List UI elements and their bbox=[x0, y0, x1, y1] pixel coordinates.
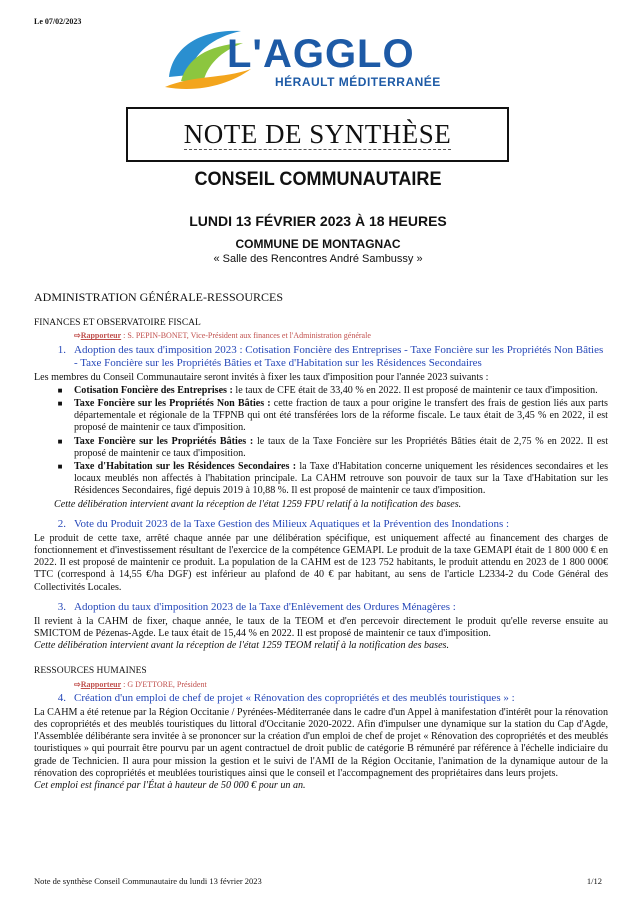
bullet-label: Taxe Foncière sur les Propriétés Non Bâties : bbox=[74, 398, 271, 410]
item-title: Adoption des taux d'imposition 2023 : Cotisation Foncière des Entreprises - Taxe Foncière sur les Propriétés Non Bâties - Taxe Foncière sur les Propriétés Bâties et Taxe d'Habitation sur les Résidences Secondaires bbox=[74, 343, 604, 369]
bullet-label: Taxe Foncière sur les Propriétés Bâties : bbox=[74, 435, 254, 447]
footer-text: Note de synthèse Conseil Communautaire du lundi 13 février 2023 bbox=[34, 876, 262, 886]
subsection-finances: FINANCES ET OBSERVATOIRE FISCAL bbox=[34, 318, 201, 329]
bullet-text: cette fraction de taux a pour origine le transfert des frais de gestion liés aux parts départementale et régionale de la TFPNB qui ont été transférées lors de la réforme fiscale. Le taux était de 3,45 % en 2022, il est proposé de maintenir ce taux d'imposition. bbox=[74, 398, 608, 434]
list-item bbox=[34, 461, 608, 498]
page-number: 1/12 bbox=[586, 876, 602, 886]
item-3-note: Cette délibération intervient avant la réception de l'état 1259 TEOM relatif à la notification des bases. bbox=[34, 640, 450, 652]
subsection-rh: RESSOURCES HUMAINES bbox=[34, 666, 147, 677]
rapporteur-line bbox=[34, 330, 608, 342]
list-item bbox=[34, 398, 608, 435]
title-box bbox=[126, 107, 509, 162]
item-number: 2. bbox=[57, 517, 66, 530]
page-footer bbox=[34, 876, 602, 886]
list-item bbox=[34, 385, 608, 397]
agenda-item-2 bbox=[34, 518, 608, 531]
agenda-item-3 bbox=[34, 601, 608, 614]
arrow-right-icon: ⇨ bbox=[74, 331, 81, 341]
item-2-text: Le produit de cette taxe, arrêté chaque année par une délibération spécifique, est uniquement affecté au financement des charges de fonctionnement et d'investissement résultant de l'exercice de la compétence GEMAPI. Le produit de la taxe GEMAPI était de 1 800 000 € en 2022. Il est proposé de maintenir ce produit. La population de la CAHM est de 123 752 habitants, le produit attendu en 2023 de 1 800 000€ TTC (correspond à 14,55 €/ha DGF) est inférieur au plafond de 40 € par habitant, au sens de l'article L2334-2 du Code Général des Collectivités Locales. bbox=[34, 532, 608, 593]
agglo-logo bbox=[163, 25, 483, 97]
section-title: ADMINISTRATION GÉNÉRALE-RESSOURCES bbox=[34, 290, 284, 304]
item-1-intro: Les membres du Conseil Communautaire seront invités à fixer les taux d'imposition pour l'année 2023 suivants : bbox=[34, 371, 489, 383]
item-title: Création d'un emploi de chef de projet « Rénovation des copropriétés et des meublés touristiques » : bbox=[74, 691, 515, 704]
rapporteur-label: Rapporteur bbox=[80, 679, 122, 689]
bullet-label: Cotisation Foncière des Entreprises : bbox=[74, 384, 233, 396]
arrow-right-icon: ⇨ bbox=[74, 679, 81, 689]
page-title: NOTE DE SYNTHÈSE bbox=[183, 119, 452, 149]
meeting-date: LUNDI 13 FÉVRIER 2023 À 18 HEURES bbox=[189, 213, 447, 229]
bullet-label: Taxe d'Habitation sur les Résidences Secondaires : bbox=[74, 461, 297, 473]
bullet-text: la Taxe d'Habitation concerne uniquement les résidences secondaires et les locaux meublés non affectés à l'habitation principale. La CAHM retrouve son pouvoir de taux sur la Taxe d'Habitation sur les Résidences Secondaires, figé depuis 2019 à 10,88 %. Il est proposé de maintenir ce taux d'imposition. bbox=[74, 461, 608, 497]
tax-rate-list bbox=[34, 385, 608, 498]
agenda-item-1 bbox=[34, 344, 608, 370]
header-date: Le 07/02/2023 bbox=[34, 17, 82, 26]
bullet-icon: ■ bbox=[57, 436, 63, 446]
item-3-text: Il revient à la CAHM de fixer, chaque année, le taux de la TEOM et d'en percevoir directement le produit qu'elle reverse ensuite au SMICTOM de Pézenas-Agde. Le taux était de 15,44 % en 2022. Il est proposé de maintenir ce taux d'imposition. bbox=[34, 615, 608, 640]
council-heading: CONSEIL COMMUNAUTAIRE bbox=[194, 169, 442, 190]
item-4-text: La CAHM a été retenue par la Région Occitanie / Pyrénées-Méditerranée dans le cadre d'un Appel à manifestation d'intérêt pour la rénovation des copropriétés et des meublés touristiques du littoral d'Occitanie 2020-2022. Afin d'impulser une dynamique sur la station du Cap d'Agde, l'Assemblée délibérante sera invitée à se prononcer sur la création d'un emploi de chef de projet « Rénovation des copropriétés et des meublés touristiques » qui pourrait être pourvu par un agent contractuel de droit public de catégorie B rémunéré par référence à l'échelle indiciaire du grade de Technicien. Il aura pour mission la gestion et le suivi de l'AMI de la Région Occitanie, l'animation de la dynamique autour de la rénovation des copropriétés et meublées touristiques ainsi que le conseil et l'accompagnement des propriétaires dans leurs projets. bbox=[34, 706, 608, 779]
rapporteur-name: : G D'ETTORE, Président bbox=[121, 679, 207, 689]
item-number: 3. bbox=[57, 600, 66, 613]
bullet-icon: ■ bbox=[57, 385, 63, 395]
item-title: Vote du Produit 2023 de la Taxe Gestion des Milieux Aquatiques et la Prévention des Inondations : bbox=[74, 517, 510, 530]
commune-heading: COMMUNE DE MONTAGNAC bbox=[235, 237, 401, 251]
rapporteur-name: : S. PEPIN-BONET, Vice-Président aux finances et l'Administration générale bbox=[121, 331, 371, 341]
item-number: 1. bbox=[57, 343, 66, 356]
list-item bbox=[34, 436, 608, 460]
bullet-text: le taux de CFE était de 33,40 % en 2022. Il est proposé de maintenir ce taux d'imposition. bbox=[232, 384, 598, 396]
agenda-item-4 bbox=[34, 692, 608, 705]
document-body bbox=[34, 291, 608, 792]
rapporteur-label: Rapporteur bbox=[80, 331, 122, 341]
bullet-icon: ■ bbox=[57, 462, 63, 472]
item-title: Adoption du taux d'imposition 2023 de la Taxe d'Enlèvement des Ordures Ménagères : bbox=[74, 600, 456, 613]
item-4-note: Cet emploi est financé par l'État à hauteur de 50 000 € pour un an. bbox=[34, 780, 306, 792]
rapporteur-line bbox=[34, 679, 608, 691]
item-1-note: Cette délibération intervient avant la réception de l'état 1259 FPU relatif à la notification des bases. bbox=[54, 498, 462, 510]
bullet-text: le taux de la Taxe Foncière sur les Propriétés Bâties était de 2,75 % en 2022. Il est proposé de maintenir ce taux d'imposition. bbox=[74, 435, 609, 459]
item-number: 4. bbox=[57, 691, 66, 704]
venue-text: « Salle des Rencontres André Sambussy » bbox=[213, 253, 423, 265]
logo-sub-text: HÉRAULT MÉDITERRANÉE bbox=[275, 75, 441, 89]
bullet-icon: ■ bbox=[57, 399, 63, 409]
logo-main-text: L'AGGLO bbox=[227, 32, 415, 76]
